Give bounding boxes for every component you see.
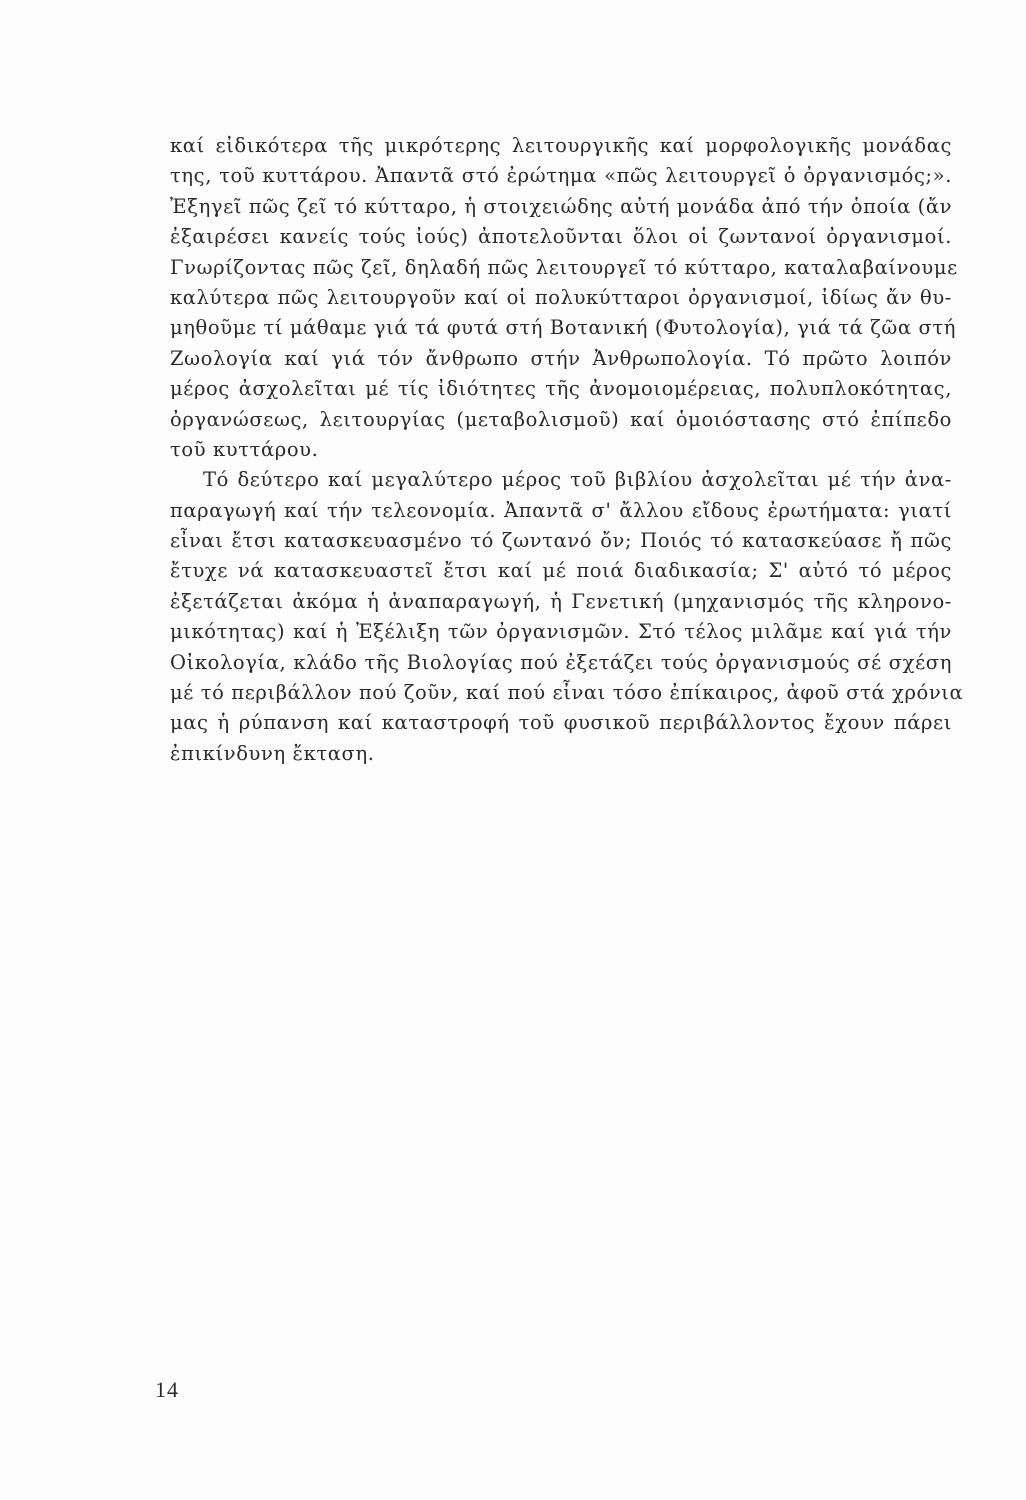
text-line: μικότητας) καί ἡ Ἐξέλιξη τῶν ὀργανισμῶν. Στό τέλος μιλᾶμε καί γιά τήν xyxy=(170,620,952,644)
text-line: εἶναι ἔτσι κατασκευασμένο τό ζωντανό ὄν; Ποιός τό κατασκεύασε ἤ πῶς xyxy=(170,529,952,553)
text-line: καλύτερα πῶς λειτουργοῦν καί οἱ πολυκύτταροι ὀργανισμοί, ἰδίως ἄν θυ- xyxy=(170,285,952,309)
text-line: παραγωγή καί τήν τελεονομία. Ἀπαντᾶ σ' ἄλλου εἴδους ἐρωτήματα: γιατί xyxy=(170,498,952,522)
text-line: ὀργανώσεως, λειτουργίας (μεταβολισμοῦ) καί ὁμοιόστασης στό ἐπίπεδο xyxy=(170,407,952,431)
text-line: ἐξαιρέσει κανείς τούς ἰούς) ἀποτελοῦνται ὅλοι οἱ ζωντανοί ὀργανισμοί. xyxy=(170,225,952,249)
text-line: καί εἰδικότερα τῆς μικρότερης λειτουργικῆς καί μορφολογικῆς μονάδας xyxy=(170,134,952,157)
text-line: ἐπικίνδυνη ἔκταση. xyxy=(170,741,375,765)
page-number: 14 xyxy=(155,1377,179,1402)
body-text xyxy=(170,131,964,769)
text-line: Οἰκολογία, κλάδο τῆς Βιολογίας πού ἐξετάζει τούς ὀργανισμούς σέ σχέση xyxy=(170,650,952,674)
text-line: ἐξετάζεται ἀκόμα ἡ ἀναπαραγωγή, ἡ Γενετική (μηχανισμός τῆς κληρονο- xyxy=(170,589,952,613)
text-line: Τό δεύτερο καί μεγαλύτερο μέρος τοῦ βιβλίου ἀσχολεῖται μέ τήν ἀνα- xyxy=(203,468,952,492)
paragraph-2 xyxy=(170,465,964,769)
text-line: τοῦ κυττάρου. xyxy=(170,437,319,461)
text-line: Ἐξηγεῖ πῶς ζεῖ τό κύτταρο, ἡ στοιχειώδης αὐτή μονάδα ἀπό τήν ὁποία (ἄν xyxy=(170,194,953,218)
text-line: Γνωρίζοντας πῶς ζεῖ, δηλαδή πῶς λειτουργεῖ τό κύτταρο, καταλαβαίνουμε xyxy=(170,255,958,279)
text-line: μηθοῦμε τί μάθαμε γιά τά φυτά στή Βοτανική (Φυτολογία), γιά τά ζῶα στή xyxy=(170,316,957,340)
text-line: μέρος ἀσχολεῖται μέ τίς ἰδιότητες τῆς ἀνομοιομέρειας, πολυπλοκότητας, xyxy=(170,377,952,401)
text-line: της, τοῦ κυττάρου. Ἀπαντᾶ στό ἐρώτημα «πῶς λειτουργεῖ ὁ ὀργανισμός;». xyxy=(170,164,952,188)
text-line: ἔτυχε νά κατασκευαστεῖ ἔτσι καί μέ ποιά διαδικασία; Σ' αὐτό τό μέρος xyxy=(170,559,952,583)
text-line: μέ τό περιβάλλον πού ζοῦν, καί πού εἶναι τόσο ἐπίκαιρος, ἀφοῦ στά χρόνια xyxy=(170,681,964,705)
text-line: Ζωολογία καί γιά τόν ἄνθρωπο στήν Ἀνθρωπολογία. Τό πρῶτο λοιπόν xyxy=(170,346,952,370)
text-line: μας ἡ ρύπανση καί καταστροφή τοῦ φυσικοῦ περιβάλλοντος ἔχουν πάρει xyxy=(170,711,952,735)
paragraph-1 xyxy=(170,131,958,465)
